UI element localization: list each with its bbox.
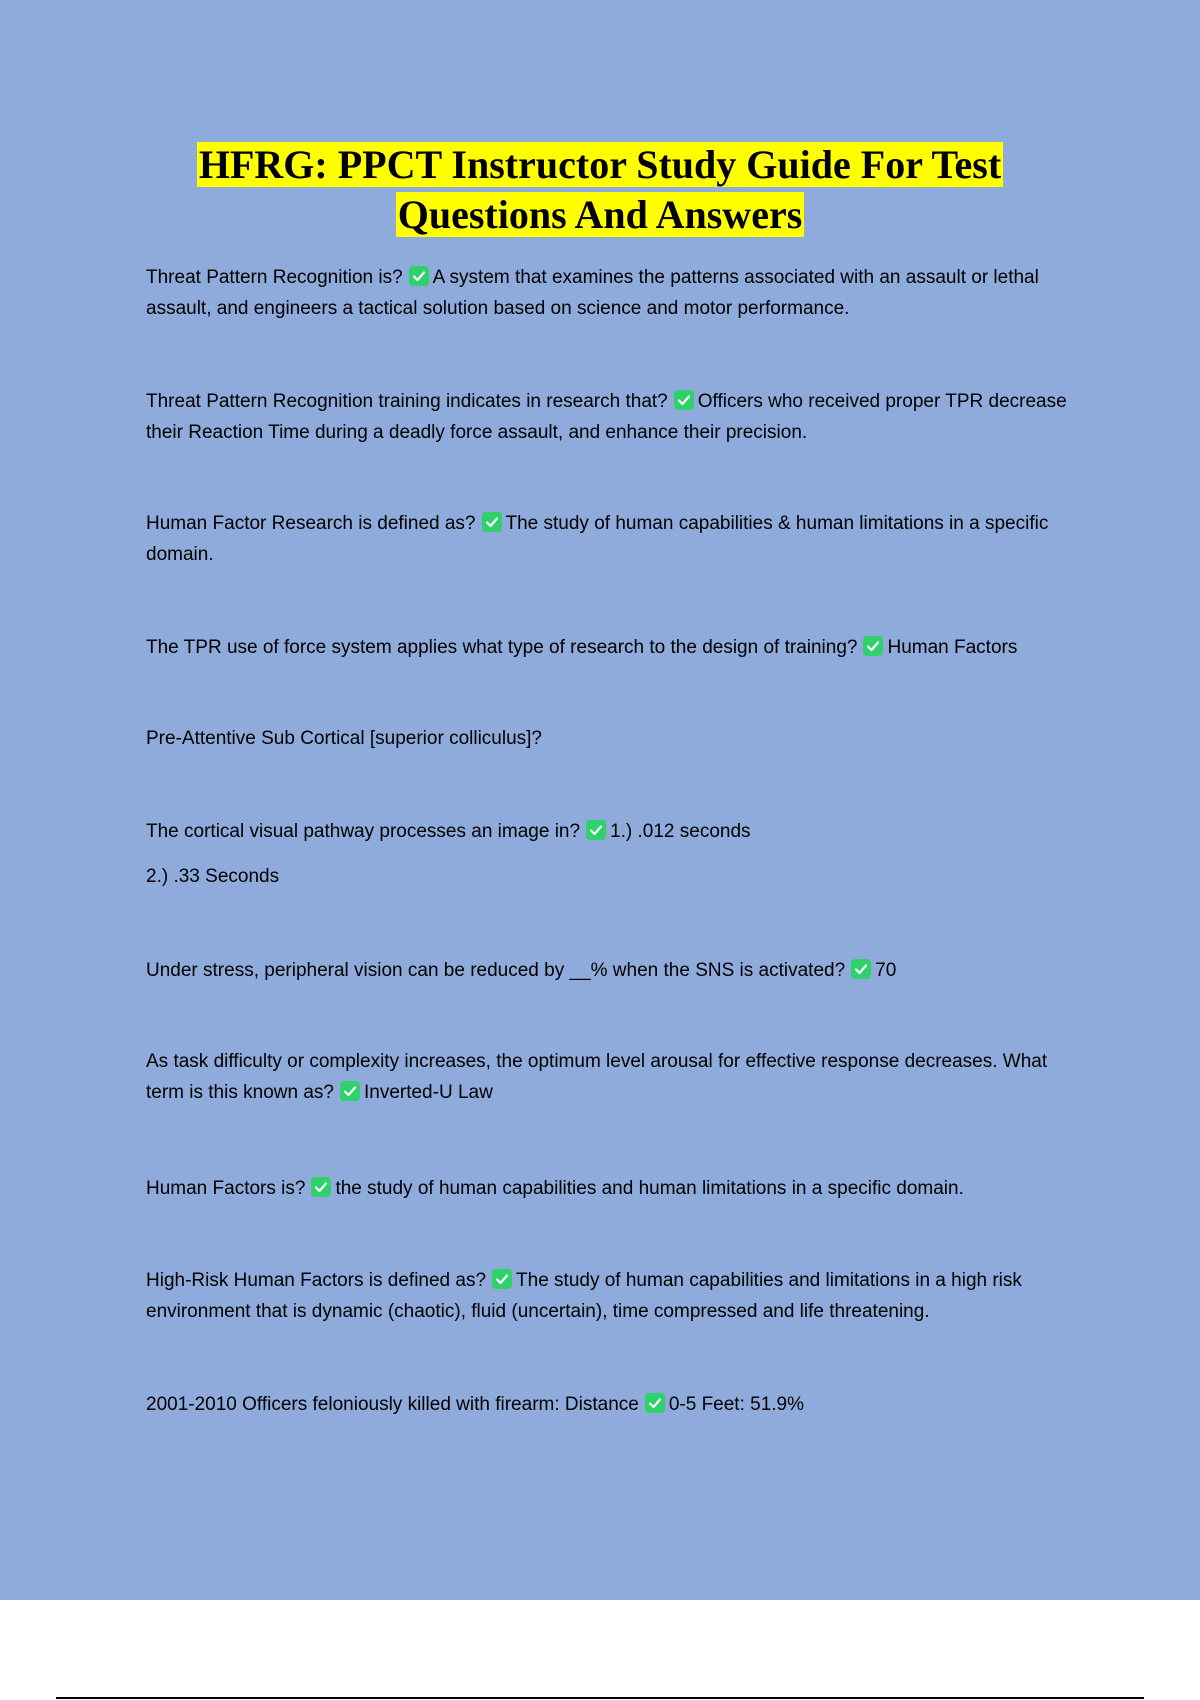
question-text: Threat Pattern Recognition training indicates in research that? — [146, 391, 668, 412]
qa-item-6 — [146, 816, 1086, 892]
qa-item-2 — [146, 386, 1086, 448]
question-text: High-Risk Human Factors is defined as? — [146, 1270, 487, 1291]
check-mark-icon — [586, 820, 606, 840]
check-mark-icon — [340, 1081, 360, 1101]
qa-item-1 — [146, 262, 1086, 324]
check-mark-icon — [851, 959, 871, 979]
question-text: Under stress, peripheral vision can be reduced by __% when the SNS is activated? — [146, 960, 846, 981]
check-mark-icon — [863, 636, 883, 656]
qa-item-7 — [146, 955, 1086, 986]
check-mark-icon — [409, 266, 429, 286]
answer-text: A system that examines the patterns associated with an assault or lethal assault, and engineers a tactical solution based on science and motor performance. — [146, 267, 1039, 319]
qa-item-4 — [146, 632, 1086, 663]
check-mark-icon — [482, 512, 502, 532]
answer-text: 70 — [875, 960, 897, 981]
question-text: Human Factors is? — [146, 1178, 306, 1199]
answer-text: 0-5 Feet: 51.9% — [668, 1394, 805, 1415]
check-mark-icon — [645, 1393, 665, 1413]
answer-text: Officers who received proper TPR decrease their Reaction Time during a deadly force assault, and enhance their precision. — [146, 391, 1067, 443]
page-title — [0, 140, 1200, 240]
answer-text: The study of human capabilities & human limitations in a specific domain. — [146, 513, 1049, 565]
question-text: Human Factor Research is defined as? — [146, 513, 476, 534]
qa-item-9 — [146, 1173, 1086, 1204]
answer-text: 1.) .012 seconds — [610, 821, 751, 842]
title-line-2: Questions And Answers — [397, 192, 803, 237]
qa-item-10 — [146, 1265, 1086, 1327]
question-text: 2001-2010 Officers feloniously killed with firearm: Distance — [146, 1394, 639, 1415]
answer-text: The study of human capabilities and limitations in a high risk environment that is dynamic (chaotic), fluid (uncertain), time compressed and life threatening. — [146, 1270, 1022, 1322]
answer-text: Human Factors — [887, 637, 1018, 658]
question-text: Pre-Attentive Sub Cortical [superior colliculus]? — [146, 728, 543, 749]
check-mark-icon — [311, 1177, 331, 1197]
answer-text-continued: 2.) .33 Seconds — [146, 866, 280, 887]
check-mark-icon — [674, 390, 694, 410]
footer-divider — [56, 1697, 1144, 1699]
check-mark-icon — [492, 1269, 512, 1289]
question-text: The TPR use of force system applies what type of research to the design of training? — [146, 637, 858, 658]
qa-item-5 — [146, 723, 1086, 754]
qa-item-8 — [146, 1046, 1086, 1108]
question-text: Threat Pattern Recognition is? — [146, 267, 403, 288]
qa-item-3 — [146, 508, 1086, 570]
question-text: The cortical visual pathway processes an image in? — [146, 821, 581, 842]
question-text: As task difficulty or complexity increases, the optimum level arousal for effective response decreases. What term is this known as? — [146, 1051, 1048, 1103]
answer-text: Inverted-U Law — [363, 1082, 493, 1103]
qa-item-11 — [146, 1389, 1086, 1420]
title-line-1: HFRG: PPCT Instructor Study Guide For Test — [198, 142, 1002, 187]
answer-text: the study of human capabilities and human limitations in a specific domain. — [335, 1178, 964, 1199]
